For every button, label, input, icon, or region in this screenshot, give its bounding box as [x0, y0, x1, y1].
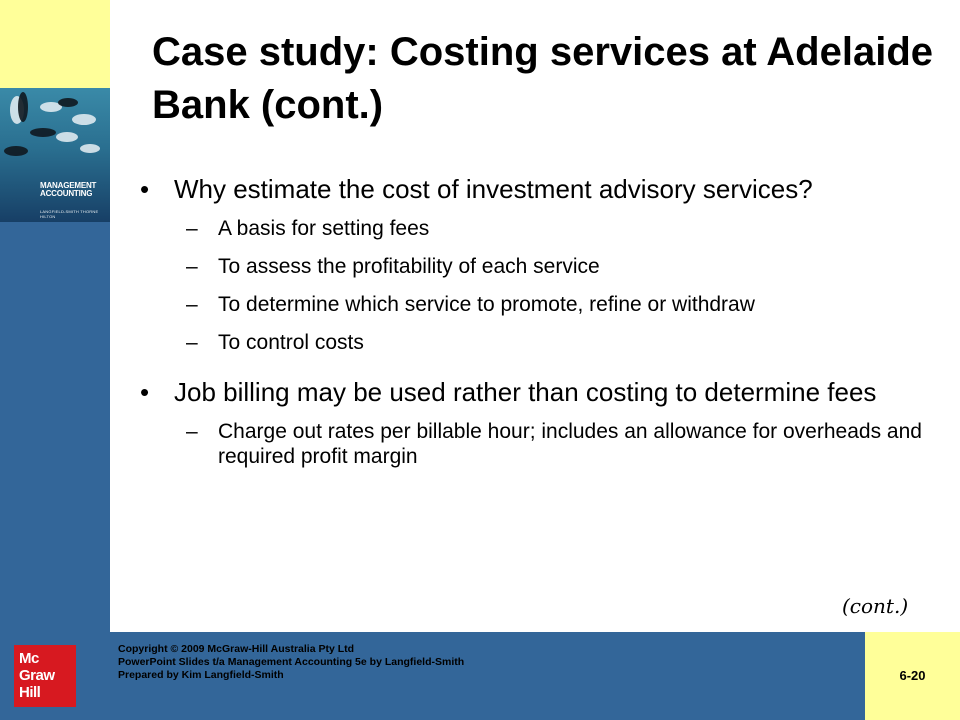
logo-line: Hill — [19, 684, 41, 701]
sub-bullet-item — [140, 292, 930, 317]
left-top-yellow-block — [0, 0, 110, 88]
logo-line: Graw — [19, 667, 55, 684]
mcgraw-hill-logo — [14, 645, 76, 707]
book-cover-image — [0, 88, 110, 222]
sub-bullet-item — [140, 216, 930, 241]
penguin-shape — [4, 146, 28, 156]
sub-bullet-text: To control costs — [218, 331, 364, 354]
logo-line: Mc — [19, 650, 39, 667]
sub-bullet-dash: – — [186, 420, 198, 443]
slide-title: Case study: Costing services at Adelaide Bank (cont.) — [152, 30, 934, 127]
sub-bullet-dash: – — [186, 255, 198, 278]
bullet-dot: • — [140, 174, 150, 204]
penguin-shape — [80, 144, 100, 153]
left-blue-strip — [0, 222, 110, 632]
bullet-item — [140, 375, 930, 409]
copyright-line: Copyright © 2009 McGraw-Hill Australia Pty Ltd — [118, 643, 355, 655]
slides-line: PowerPoint Slides t/a Management Accounting 5e by Langfield-Smith — [118, 656, 465, 668]
sub-bullet-item — [140, 330, 930, 355]
cont-label: (cont.) — [842, 594, 909, 618]
sub-bullet-item — [140, 254, 930, 279]
prepared-line: Prepared by Kim Langfield-Smith — [118, 669, 284, 681]
sub-bullet-dash: – — [186, 293, 198, 316]
bullet-dot: • — [140, 377, 150, 407]
bullet-text: Why estimate the cost of investment advisory services? — [174, 174, 813, 204]
book-title: MANAGEMENT ACCOUNTING — [40, 181, 97, 198]
penguin-shape — [30, 128, 56, 137]
sub-bullet-text: To determine which service to promote, refine or withdraw — [218, 293, 755, 316]
penguin-shape — [72, 114, 96, 125]
sub-bullet-text: A basis for setting fees — [218, 217, 430, 240]
bullet-item — [140, 172, 930, 206]
slide-content — [140, 172, 930, 469]
footer-copyright — [118, 643, 464, 682]
page-number: 6-20 — [899, 668, 926, 683]
sub-bullet-dash: – — [186, 217, 198, 240]
penguin-shape — [58, 98, 78, 107]
sub-bullet-dash: – — [186, 331, 198, 354]
sub-bullet-text: Charge out rates per billable hour; includes an allowance for overheads and required profit margin — [218, 420, 922, 468]
penguin-shape — [18, 92, 28, 122]
bullet-text: Job billing may be used rather than costing to determine fees — [174, 377, 877, 407]
book-authors: LANGFIELD-SMITH THORNE HILTON — [40, 209, 99, 219]
penguin-shape — [56, 132, 78, 142]
sub-bullet-text: To assess the profitability of each service — [218, 255, 600, 278]
sub-bullet-item — [140, 419, 930, 469]
